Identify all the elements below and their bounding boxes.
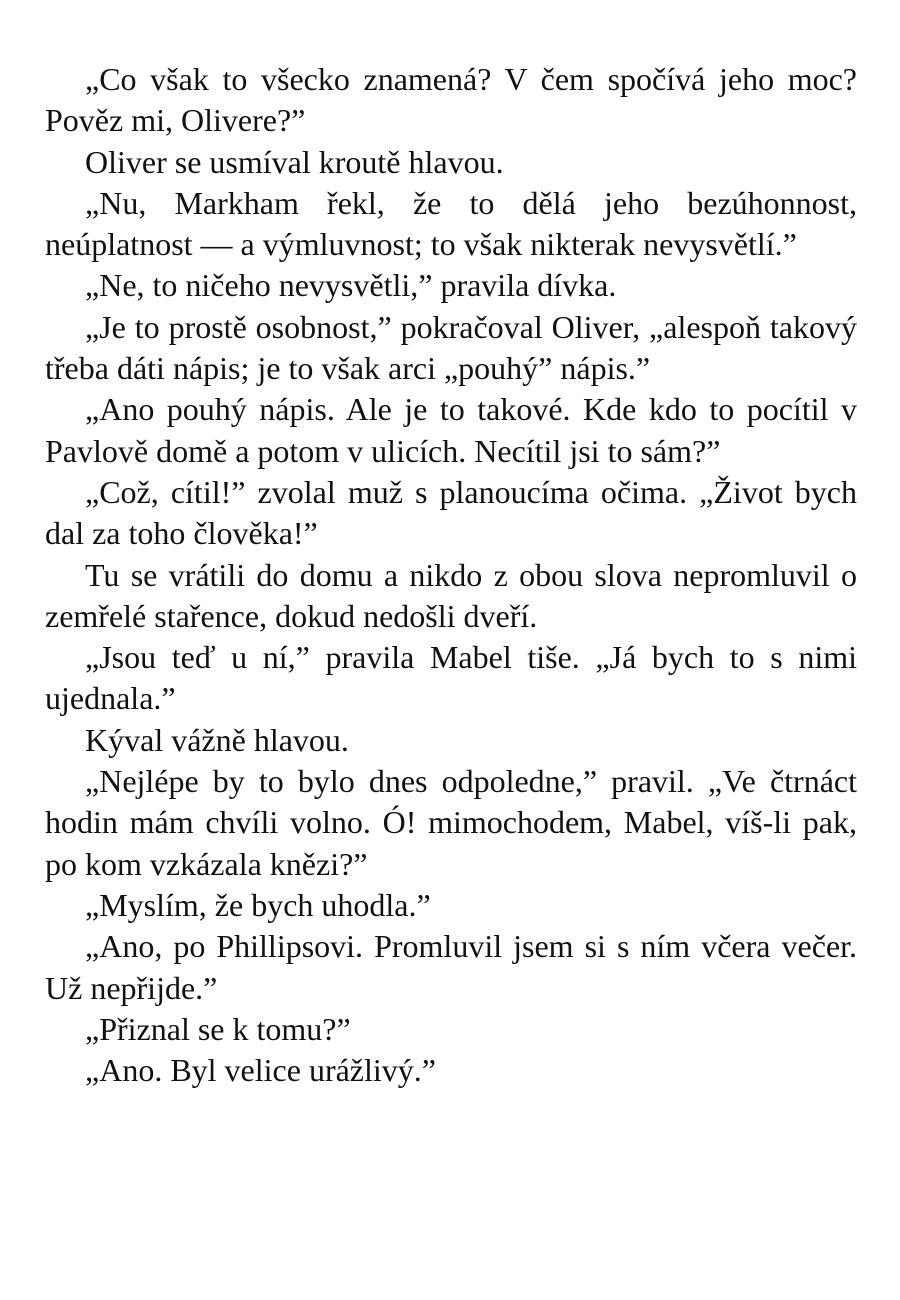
paragraph: „Přiznal se k tomu?” <box>85 1010 351 1047</box>
paragraph: „Je to prostě osobnost,” pokračoval Oliver, „alespoň takový třeba dáti nápis; je to však arci „pouhý” nápis.” <box>45 308 857 387</box>
paragraph: „Co však to všecko znamená? V čem spočívá jeho moc? Pověz mi, Olivere?” <box>45 61 857 139</box>
page-text <box>45 59 857 1091</box>
paragraph: „Nejlépe by to bylo dnes odpoledne,” pravil. „Ve čtrnáct hodin mám chvíli volno. Ó! mimochodem, Mabel, víš-li pak, po kom vzkázala knězi?” <box>45 763 857 882</box>
paragraph: Oliver se usmíval kroutě hlavou. <box>85 143 504 180</box>
paragraph: „Ano, po Phillipsovi. Promluvil jsem si s ním včera večer. Už nepřijde.” <box>45 928 857 1006</box>
paragraph: „Což, cítil!” zvolal muž s planoucíma očima. „Život bych dal za toho člověka!” <box>45 473 857 552</box>
paragraph: „Ne, to ničeho nevysvětli,” pravila dívka. <box>85 267 617 304</box>
paragraph: „Ano pouhý nápis. Ale je to takové. Kde kdo to pocítil v Pavlově domě a potom v ulicích. Necítil jsi to sám?” <box>45 391 857 469</box>
paragraph: Tu se vrátili do domu a nikdo z obou slova nepromluvil o zemřelé stařence, dokud nedošli dveří. <box>45 556 857 634</box>
paragraph: „Nu, Markham řekl, že to dělá jeho bezúhonnost, neúplatnost — a výmluvnost; to však nikterak nevysvětlí.” <box>45 184 857 263</box>
paragraph: Kýval vážně hlavou. <box>85 721 349 758</box>
paragraph: „Myslím, že bych uhodla.” <box>85 886 431 923</box>
paragraph: „Ano. Byl velice urážlivý.” <box>85 1052 436 1089</box>
paragraph: „Jsou teď u ní,” pravila Mabel tiše. „Já bych to s nimi ujednala.” <box>45 639 857 717</box>
